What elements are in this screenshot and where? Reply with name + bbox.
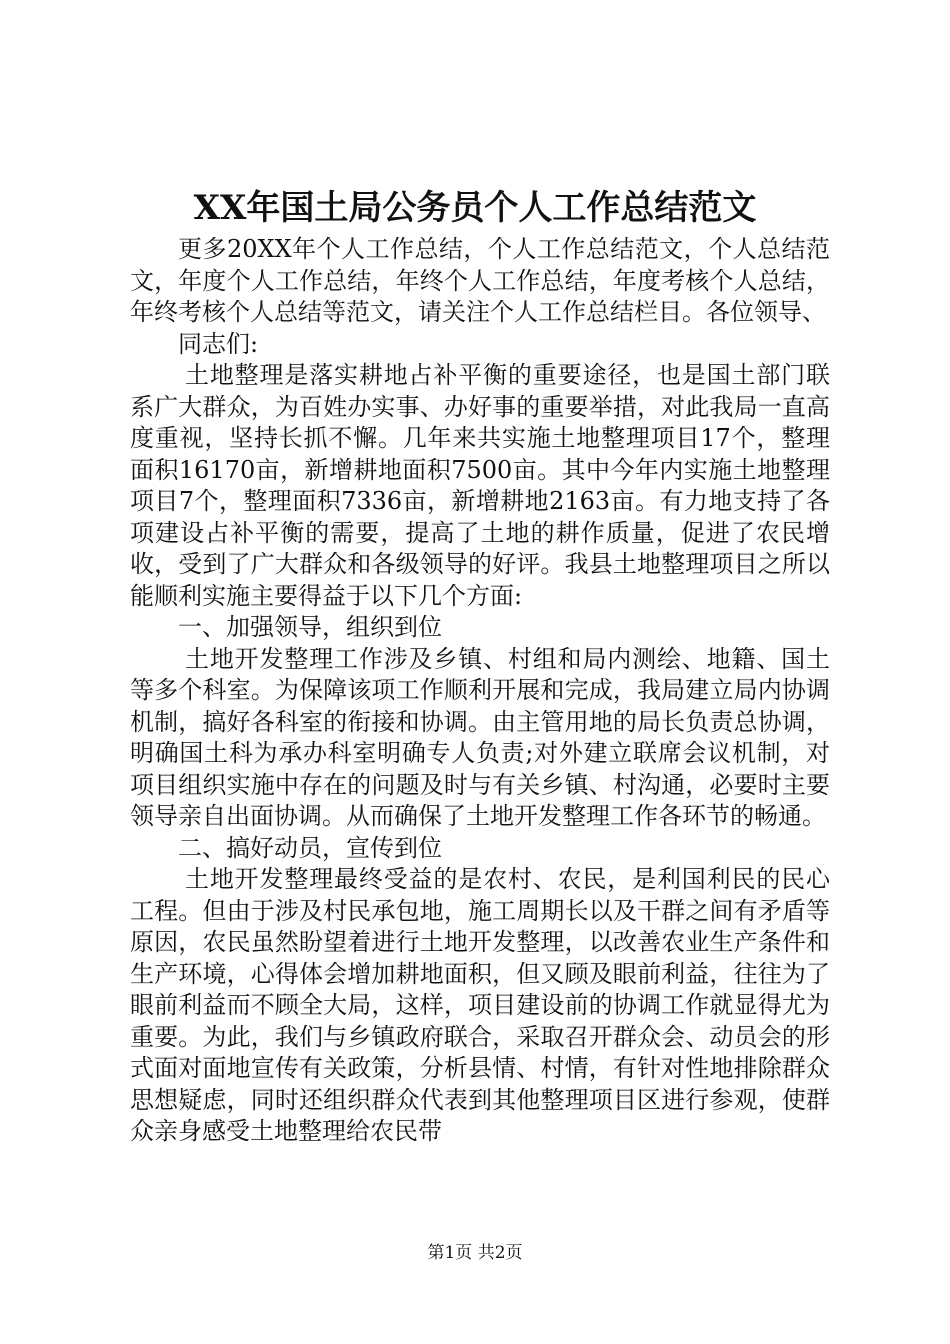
body-paragraph: 土地开发整理工作涉及乡镇、村组和局内测绘、地籍、国土等多个科室。为保障该项工作顺利开展和完成，我局建立局内协调机制，搞好各科室的衔接和协调。由主管用地的局长负责总协调，明确国土科为承办科室明确专人负责;对外建立联席会议机制，对项目组织实施中存在的问题及时与有关乡镇、村沟通，必要时主要领导亲自出面协调。从而确保了土地开发整理工作各环节的畅通。 — [130, 644, 830, 830]
section-heading: 一、加强领导，组织到位 — [178, 613, 442, 641]
section-heading: 二、搞好动员，宣传到位 — [178, 833, 442, 862]
body-paragraph: 土地开发整理最终受益的是农村、农民，是利国利民的民心工程。但由于涉及村民承包地，施工周期长以及干群之间有矛盾等原因，农民虽然盼望着进行土地开发整理，以改善农业生产条件和生产环境，心得体会增加耕地面积，但又顾及眼前利益，往往为了眼前利益而不顾全大局，这样，项目建设前的协调工作就显得尤为重要。为此，我们与乡镇政府联合，采取召开群众会、动员会的形式面对面地宣传有关政策，分析县情、村情，有针对性地排除群众思想疑虑，同时还组织群众代表到其他整理项目区进行参观，使群众亲身感受土地整理给农民带 — [130, 865, 830, 1145]
body-paragraph: 土地整理是落实耕地占补平衡的重要途径，也是国土部门联系广大群众，为百姓办实事、办好事的重要举措，对此我局一直高度重视，坚持长抓不懈。几年来共实施土地整理项目17个，整理面积16170亩，新增耕地面积7500亩。其中今年内实施土地整理项目7个，整理面积7336亩，新增耕地2163亩。有力地支持了各项建设占补平衡的需要，提高了土地的耕作质量，促进了农民增收，受到了广大群众和各级领导的好评。我县土地整理项目之所以能顺利实施主要得益于以下几个方面: — [130, 361, 830, 610]
intro-paragraph: 更多20XX年个人工作总结，个人工作总结范文，个人总结范文，年度个人工作总结，年终个人工作总结，年度考核个人总结，年终考核个人总结等范文，请关注个人工作总结栏目。各位领导、 — [130, 235, 830, 326]
document-title: XX年国土局公务员个人工作总结范文 — [193, 188, 757, 228]
page-footer: 第1页 共2页 — [427, 1243, 523, 1263]
document-body — [130, 234, 830, 1148]
salutation: 同志们: — [178, 329, 259, 358]
